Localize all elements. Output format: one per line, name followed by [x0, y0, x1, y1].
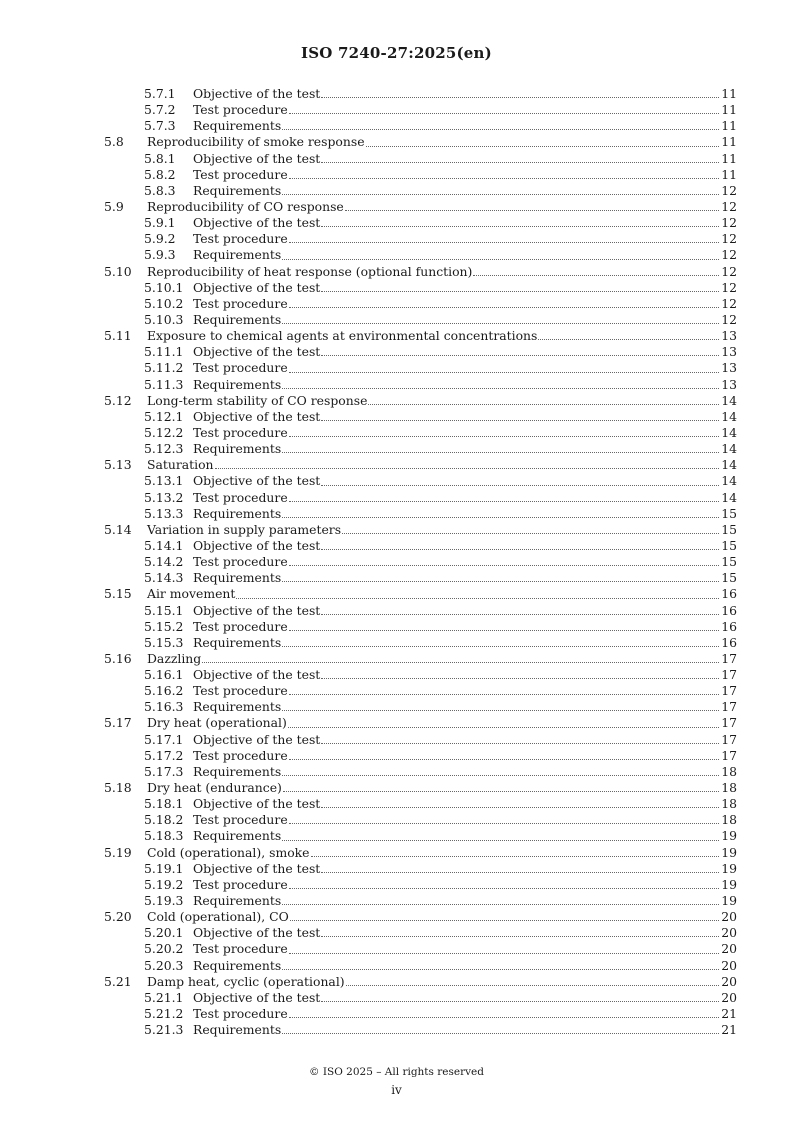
toc-entry-number: 5.18 — [104, 780, 132, 796]
toc-entry-number: 5.13.3 — [144, 505, 184, 521]
dot-leader — [289, 112, 719, 114]
toc-subsection-entry[interactable] — [104, 812, 737, 828]
toc-entry-page: 15 — [721, 505, 737, 521]
toc-entry-page: 13 — [721, 344, 737, 360]
toc-subsection-entry[interactable] — [104, 506, 737, 522]
dot-leader — [289, 887, 719, 889]
toc-subsection-entry[interactable] — [104, 554, 737, 570]
toc-entry-title: Objective of the test — [193, 537, 321, 553]
toc-entry-number: 5.21.1 — [144, 989, 184, 1005]
toc-entry-title: Objective of the test — [193, 667, 321, 683]
toc-entry-page: 12 — [721, 198, 737, 214]
dot-leader — [282, 258, 719, 260]
table-of-contents — [104, 86, 737, 1038]
page-number: iv — [391, 1083, 402, 1097]
toc-entry-page: 13 — [721, 360, 737, 376]
toc-entry-title: Dazzling — [147, 650, 202, 666]
toc-subsection-entry[interactable] — [104, 603, 737, 619]
toc-entry-number: 5.21 — [104, 973, 132, 989]
toc-entry-title: Test procedure — [193, 1006, 288, 1022]
toc-entry-page: 20 — [721, 909, 737, 925]
dot-leader — [289, 1016, 719, 1018]
toc-entry-page: 16 — [721, 602, 737, 618]
toc-section-entry[interactable] — [104, 909, 737, 925]
toc-entry-number: 5.10 — [104, 263, 132, 279]
dot-leader — [215, 467, 719, 469]
toc-entry-number: 5.13 — [104, 457, 132, 473]
toc-entry-page: 12 — [721, 295, 737, 311]
toc-entry-page: 17 — [721, 731, 737, 747]
toc-entry-number: 5.16.3 — [144, 699, 184, 715]
toc-entry-number: 5.20 — [104, 909, 132, 925]
dot-leader — [283, 790, 719, 792]
toc-subsection-entry[interactable] — [104, 796, 737, 812]
toc-entry-number: 5.17.3 — [144, 763, 184, 779]
toc-entry-title: Requirements — [193, 763, 282, 779]
dot-leader — [289, 500, 719, 502]
toc-entry-number: 5.19.2 — [144, 876, 184, 892]
toc-subsection-entry[interactable] — [104, 151, 737, 167]
toc-entry-title: Dry heat (endurance) — [147, 780, 282, 796]
toc-entry-number: 5.14.2 — [144, 554, 184, 570]
toc-entry-number: 5.15.3 — [144, 634, 184, 650]
toc-entry-page: 11 — [721, 166, 737, 182]
toc-subsection-entry[interactable] — [104, 732, 737, 748]
toc-entry-page: 14 — [721, 392, 737, 408]
dot-leader — [282, 645, 719, 647]
toc-entry-page: 11 — [721, 150, 737, 166]
dot-leader — [321, 484, 719, 486]
dot-leader — [321, 1000, 719, 1002]
toc-entry-page: 21 — [721, 1006, 737, 1022]
toc-entry-number: 5.17.2 — [144, 747, 184, 763]
toc-entry-title: Objective of the test — [193, 860, 321, 876]
toc-entry-title: Reproducibility of CO response — [147, 198, 344, 214]
toc-entry-page: 12 — [721, 215, 737, 231]
toc-section-entry[interactable] — [104, 586, 737, 602]
toc-entry-number: 5.19 — [104, 844, 132, 860]
toc-subsection-entry[interactable] — [104, 360, 737, 376]
toc-entry-title: Test procedure — [193, 812, 288, 828]
toc-subsection-entry[interactable] — [104, 667, 737, 683]
toc-section-entry[interactable] — [104, 264, 737, 280]
dot-leader — [202, 661, 719, 663]
toc-entry-number: 5.19.3 — [144, 893, 184, 909]
toc-section-entry[interactable] — [104, 134, 737, 150]
toc-entry-page: 19 — [721, 860, 737, 876]
dot-leader — [321, 548, 719, 550]
toc-entry-title: Objective of the test — [193, 150, 321, 166]
toc-entry-title: Test procedure — [193, 295, 288, 311]
toc-entry-title: Objective of the test — [193, 602, 321, 618]
toc-entry-title: Test procedure — [193, 683, 288, 699]
toc-entry-page: 18 — [721, 796, 737, 812]
toc-entry-number: 5.12.2 — [144, 424, 184, 440]
toc-entry-title: Test procedure — [193, 360, 288, 376]
toc-section-entry[interactable] — [104, 457, 737, 473]
toc-subsection-entry[interactable] — [104, 941, 737, 957]
toc-entry-page: 17 — [721, 667, 737, 683]
toc-entry-page: 16 — [721, 618, 737, 634]
toc-subsection-entry[interactable] — [104, 764, 737, 780]
toc-subsection-entry[interactable] — [104, 635, 737, 651]
dot-leader — [346, 984, 719, 986]
toc-entry-title: Saturation — [147, 457, 214, 473]
toc-entry-page: 20 — [721, 989, 737, 1005]
toc-entry-page: 11 — [721, 134, 737, 150]
toc-entry-number: 5.21.2 — [144, 1006, 184, 1022]
toc-entry-page: 11 — [721, 118, 737, 134]
toc-subsection-entry[interactable] — [104, 570, 737, 586]
toc-section-entry[interactable] — [104, 715, 737, 731]
dot-leader — [321, 419, 719, 421]
dot-leader — [282, 1032, 719, 1034]
toc-entry-number: 5.8.1 — [144, 150, 176, 166]
toc-entry-title: Objective of the test — [193, 796, 321, 812]
dot-leader — [289, 306, 719, 308]
dot-leader — [321, 613, 719, 615]
dot-leader — [289, 564, 719, 566]
toc-entry-number: 5.18.1 — [144, 796, 184, 812]
toc-entry-page: 12 — [721, 182, 737, 198]
toc-entry-page: 20 — [721, 973, 737, 989]
toc-entry-number: 5.9.3 — [144, 247, 176, 263]
toc-entry-page: 15 — [721, 521, 737, 537]
toc-entry-number: 5.14 — [104, 521, 132, 537]
toc-entry-page: 21 — [721, 1022, 737, 1038]
toc-section-entry[interactable] — [104, 780, 737, 796]
toc-entry-page: 19 — [721, 844, 737, 860]
dot-leader — [282, 516, 719, 518]
toc-entry-number: 5.12.1 — [144, 408, 184, 424]
toc-subsection-entry[interactable] — [104, 861, 737, 877]
toc-entry-title: Requirements — [193, 505, 282, 521]
toc-entry-number: 5.10.3 — [144, 311, 184, 327]
toc-entry-title: Cold (operational), smoke — [147, 844, 310, 860]
toc-entry-title: Objective of the test — [193, 344, 321, 360]
dot-leader — [321, 935, 719, 937]
toc-entry-number: 5.11.3 — [144, 376, 184, 392]
toc-entry-page: 17 — [721, 683, 737, 699]
toc-entry-number: 5.21.3 — [144, 1022, 184, 1038]
toc-entry-page: 16 — [721, 586, 737, 602]
toc-subsection-entry[interactable] — [104, 990, 737, 1006]
toc-entry-number: 5.17.1 — [144, 731, 184, 747]
dot-leader — [282, 580, 719, 582]
toc-entry-number: 5.9.1 — [144, 215, 176, 231]
toc-entry-title: Requirements — [193, 1022, 282, 1038]
toc-entry-number: 5.15.1 — [144, 602, 184, 618]
toc-subsection-entry[interactable] — [104, 215, 737, 231]
toc-entry-number: 5.7.1 — [144, 86, 176, 101]
toc-entry-page: 19 — [721, 876, 737, 892]
toc-entry-title: Variation in supply parameters — [147, 521, 342, 537]
toc-entry-number: 5.9 — [104, 198, 124, 214]
toc-entry-title: Reproducibility of heat response (optional function) — [147, 263, 473, 279]
toc-entry-page: 19 — [721, 828, 737, 844]
dot-leader — [289, 822, 719, 824]
toc-entry-page: 20 — [721, 957, 737, 973]
toc-entry-number: 5.18.2 — [144, 812, 184, 828]
toc-entry-number: 5.16.1 — [144, 667, 184, 683]
toc-entry-page: 14 — [721, 489, 737, 505]
toc-entry-title: Long-term stability of CO response — [147, 392, 368, 408]
toc-entry-title: Objective of the test — [193, 408, 321, 424]
dot-leader — [321, 354, 719, 356]
dot-leader — [473, 274, 719, 276]
toc-entry-page: 17 — [721, 715, 737, 731]
toc-entry-number: 5.20.3 — [144, 957, 184, 973]
toc-subsection-entry[interactable] — [104, 683, 737, 699]
toc-entry-title: Requirements — [193, 699, 282, 715]
toc-entry-title: Requirements — [193, 247, 282, 263]
toc-section-entry[interactable] — [104, 845, 737, 861]
toc-subsection-entry[interactable] — [104, 425, 737, 441]
dot-leader — [321, 290, 719, 292]
toc-entry-title: Requirements — [193, 376, 282, 392]
dot-leader — [289, 952, 719, 954]
toc-entry-number: 5.11.1 — [144, 344, 184, 360]
toc-entry-number: 5.13.2 — [144, 489, 184, 505]
toc-entry-title: Test procedure — [193, 231, 288, 247]
toc-subsection-entry[interactable] — [104, 280, 737, 296]
toc-entry-title: Objective of the test — [193, 925, 321, 941]
toc-subsection-entry[interactable] — [104, 877, 737, 893]
toc-section-entry[interactable] — [104, 974, 737, 990]
toc-entry-page: 20 — [721, 925, 737, 941]
toc-subsection-entry[interactable] — [104, 1022, 737, 1038]
toc-entry-number: 5.14.1 — [144, 537, 184, 553]
dot-leader — [342, 532, 719, 534]
toc-subsection-entry[interactable] — [104, 441, 737, 457]
toc-subsection-entry[interactable] — [104, 344, 737, 360]
dot-leader — [538, 338, 719, 340]
toc-entry-number: 5.16.2 — [144, 683, 184, 699]
toc-entry-title: Damp heat, cyclic (operational) — [147, 973, 345, 989]
toc-entry-title: Requirements — [193, 182, 282, 198]
dot-leader — [321, 96, 719, 98]
toc-entry-title: Objective of the test — [193, 86, 321, 101]
toc-subsection-entry[interactable] — [104, 1006, 737, 1022]
dot-leader — [290, 919, 719, 921]
toc-entry-number: 5.12 — [104, 392, 132, 408]
toc-entry-page: 14 — [721, 424, 737, 440]
dot-leader — [289, 758, 719, 760]
toc-section-entry[interactable] — [104, 651, 737, 667]
dot-leader — [321, 806, 719, 808]
toc-entry-page: 17 — [721, 699, 737, 715]
toc-entry-page: 11 — [721, 86, 737, 101]
toc-subsection-entry[interactable] — [104, 86, 737, 102]
toc-entry-page: 14 — [721, 473, 737, 489]
toc-entry-number: 5.8 — [104, 134, 124, 150]
toc-entry-title: Test procedure — [193, 941, 288, 957]
toc-subsection-entry[interactable] — [104, 538, 737, 554]
toc-entry-title: Dry heat (operational) — [147, 715, 287, 731]
toc-entry-number: 5.20.1 — [144, 925, 184, 941]
toc-subsection-entry[interactable] — [104, 619, 737, 635]
toc-subsection-entry[interactable] — [104, 699, 737, 715]
toc-entry-page: 13 — [721, 328, 737, 344]
toc-entry-number: 5.19.1 — [144, 860, 184, 876]
dot-leader — [289, 177, 719, 179]
dot-leader — [282, 968, 719, 970]
toc-entry-title: Cold (operational), CO — [147, 909, 289, 925]
toc-subsection-entry[interactable] — [104, 312, 737, 328]
toc-subsection-entry[interactable] — [104, 748, 737, 764]
toc-entry-number: 5.20.2 — [144, 941, 184, 957]
toc-entry-number: 5.14.3 — [144, 570, 184, 586]
toc-entry-title: Test procedure — [193, 489, 288, 505]
toc-subsection-entry[interactable] — [104, 231, 737, 247]
toc-entry-number: 5.15 — [104, 586, 132, 602]
toc-entry-page: 14 — [721, 457, 737, 473]
dot-leader — [368, 403, 719, 405]
toc-entry-number: 5.18.3 — [144, 828, 184, 844]
toc-subsection-entry[interactable] — [104, 167, 737, 183]
toc-entry-title: Requirements — [193, 634, 282, 650]
toc-entry-number: 5.7.3 — [144, 118, 176, 134]
toc-entry-page: 15 — [721, 537, 737, 553]
toc-entry-title: Exposure to chemical agents at environmental concentrations — [147, 328, 538, 344]
toc-entry-number: 5.11.2 — [144, 360, 184, 376]
copyright-footer: © ISO 2025 – All rights reserved — [309, 1066, 484, 1078]
toc-entry-page: 12 — [721, 311, 737, 327]
dot-leader — [282, 322, 719, 324]
toc-subsection-entry[interactable] — [104, 102, 737, 118]
dot-leader — [236, 597, 719, 599]
toc-entry-title: Objective of the test — [193, 215, 321, 231]
toc-entry-title: Requirements — [193, 570, 282, 586]
toc-entry-number: 5.12.3 — [144, 441, 184, 457]
toc-subsection-entry[interactable] — [104, 958, 737, 974]
toc-entry-page: 16 — [721, 634, 737, 650]
dot-leader — [321, 871, 719, 873]
toc-entry-page: 14 — [721, 408, 737, 424]
toc-entry-title: Requirements — [193, 118, 282, 134]
dot-leader — [289, 629, 719, 631]
dot-leader — [282, 451, 719, 453]
toc-entry-title: Air movement — [147, 586, 236, 602]
toc-entry-title: Test procedure — [193, 747, 288, 763]
toc-entry-page: 12 — [721, 279, 737, 295]
dot-leader — [288, 726, 719, 728]
dot-leader — [282, 903, 719, 905]
toc-subsection-entry[interactable] — [104, 118, 737, 134]
toc-entry-number: 5.8.2 — [144, 166, 176, 182]
dot-leader — [282, 193, 719, 195]
dot-leader — [321, 677, 719, 679]
toc-entry-page: 17 — [721, 747, 737, 763]
toc-entry-title: Test procedure — [193, 554, 288, 570]
toc-entry-page: 12 — [721, 263, 737, 279]
toc-section-entry[interactable] — [104, 522, 737, 538]
toc-entry-page: 12 — [721, 247, 737, 263]
toc-subsection-entry[interactable] — [104, 473, 737, 489]
toc-entry-page: 12 — [721, 231, 737, 247]
toc-entry-page: 18 — [721, 812, 737, 828]
toc-subsection-entry[interactable] — [104, 377, 737, 393]
toc-entry-page: 13 — [721, 376, 737, 392]
toc-entry-title: Requirements — [193, 441, 282, 457]
toc-entry-title: Objective of the test — [193, 473, 321, 489]
toc-section-entry[interactable] — [104, 393, 737, 409]
toc-entry-title: Objective of the test — [193, 731, 321, 747]
toc-entry-title: Test procedure — [193, 102, 288, 118]
toc-subsection-entry[interactable] — [104, 409, 737, 425]
toc-subsection-entry[interactable] — [104, 893, 737, 909]
dot-leader — [321, 742, 719, 744]
toc-subsection-entry[interactable] — [104, 183, 737, 199]
toc-entry-page: 15 — [721, 570, 737, 586]
toc-entry-title: Requirements — [193, 311, 282, 327]
toc-subsection-entry[interactable] — [104, 247, 737, 263]
toc-section-entry[interactable] — [104, 199, 737, 215]
dot-leader — [282, 774, 719, 776]
dot-leader — [321, 225, 719, 227]
toc-subsection-entry[interactable] — [104, 296, 737, 312]
toc-entry-page: 15 — [721, 554, 737, 570]
dot-leader — [321, 161, 719, 163]
toc-entry-title: Test procedure — [193, 876, 288, 892]
toc-entry-number: 5.10.2 — [144, 295, 184, 311]
toc-entry-page: 14 — [721, 441, 737, 457]
dot-leader — [282, 387, 719, 389]
toc-entry-number: 5.11 — [104, 328, 132, 344]
toc-entry-page: 17 — [721, 650, 737, 666]
toc-entry-title: Objective of the test — [193, 279, 321, 295]
dot-leader — [289, 693, 719, 695]
toc-subsection-entry[interactable] — [104, 925, 737, 941]
toc-subsection-entry[interactable] — [104, 828, 737, 844]
toc-entry-number: 5.8.3 — [144, 182, 176, 198]
toc-entry-title: Test procedure — [193, 166, 288, 182]
dot-leader — [289, 435, 719, 437]
toc-entry-page: 19 — [721, 893, 737, 909]
dot-leader — [289, 371, 719, 373]
toc-entry-number: 5.17 — [104, 715, 132, 731]
toc-entry-number: 5.9.2 — [144, 231, 176, 247]
dot-leader — [282, 839, 719, 841]
dot-leader — [345, 209, 719, 211]
toc-section-entry[interactable] — [104, 328, 737, 344]
toc-entry-number: 5.7.2 — [144, 102, 176, 118]
toc-entry-number: 5.10.1 — [144, 279, 184, 295]
dot-leader — [311, 855, 720, 857]
toc-entry-number: 5.16 — [104, 650, 132, 666]
dot-leader — [282, 128, 719, 130]
toc-entry-title: Test procedure — [193, 618, 288, 634]
toc-entry-page: 18 — [721, 780, 737, 796]
toc-subsection-entry[interactable] — [104, 490, 737, 506]
dot-leader — [366, 145, 719, 147]
toc-entry-number: 5.13.1 — [144, 473, 184, 489]
toc-entry-page: 11 — [721, 102, 737, 118]
document-header: ISO 7240-27:2025(en) — [301, 44, 492, 62]
toc-entry-title: Requirements — [193, 957, 282, 973]
toc-entry-title: Reproducibility of smoke response — [147, 134, 365, 150]
toc-entry-title: Test procedure — [193, 424, 288, 440]
toc-entry-title: Requirements — [193, 828, 282, 844]
dot-leader — [282, 709, 719, 711]
toc-entry-page: 18 — [721, 763, 737, 779]
toc-entry-title: Requirements — [193, 893, 282, 909]
toc-entry-page: 20 — [721, 941, 737, 957]
dot-leader — [289, 241, 719, 243]
toc-entry-title: Objective of the test — [193, 989, 321, 1005]
toc-entry-number: 5.15.2 — [144, 618, 184, 634]
